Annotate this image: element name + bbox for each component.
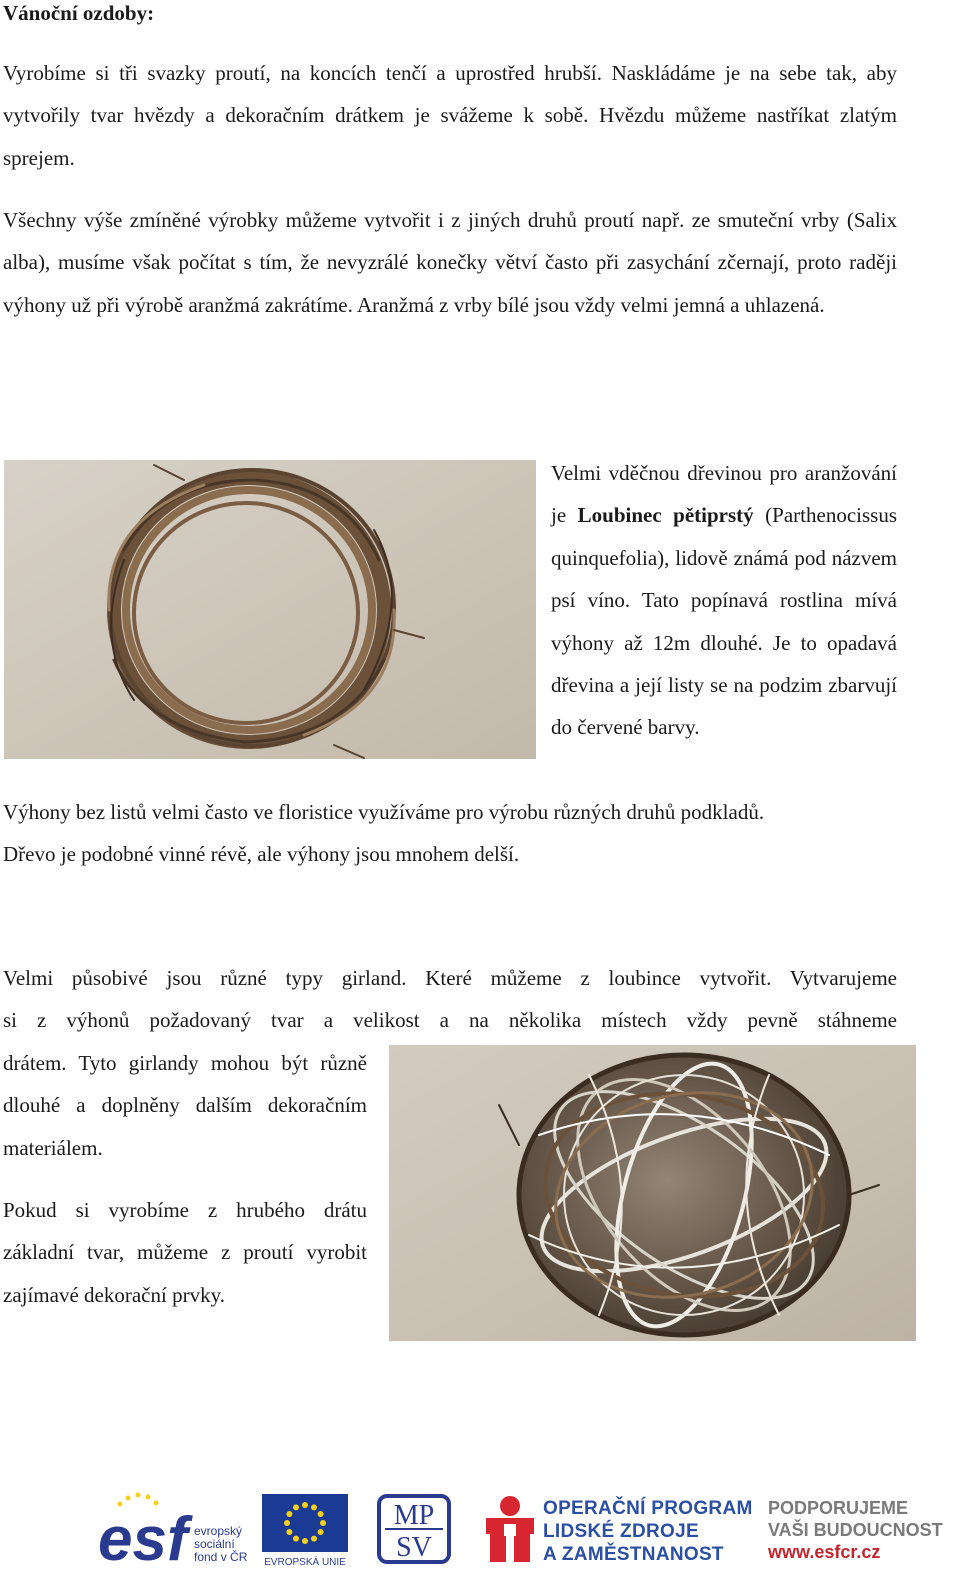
paragraph-garlands-line1: Velmi působivé jsou různé typy girland. Které můžeme z loubince vytvořit. Vytvarujeme bbox=[3, 966, 897, 990]
paragraph-loubinec bbox=[551, 452, 897, 749]
wreath-photo bbox=[4, 460, 536, 759]
paragraph-loubinec-line2: Dřevo je podobné vinné révě, ale výhony jsou mnohem delší. bbox=[3, 842, 520, 867]
esf-caption-line3: fond v ČR bbox=[194, 1550, 248, 1564]
paragraph-willow bbox=[3, 199, 897, 326]
slogan-line1: PODPORUJEME bbox=[768, 1498, 909, 1518]
op-line3: A ZAMĚSTNANOST bbox=[543, 1544, 724, 1565]
support-slogan bbox=[768, 1497, 956, 1563]
paragraph-garlands bbox=[3, 957, 897, 1042]
esf-caption bbox=[194, 1525, 254, 1564]
mpsv-top: MP bbox=[393, 1500, 435, 1531]
plant-name-bold: Loubinec pětiprstý bbox=[577, 503, 754, 528]
mpsv-logo bbox=[377, 1494, 451, 1564]
mpsv-bottom: SV bbox=[396, 1532, 432, 1563]
paragraph-garlands-rest-text: drátem. Tyto girlandy mohou být různě dlouhé a doplněny dalším dekoračním materiálem. bbox=[3, 1051, 367, 1160]
section-heading: Vánoční ozdoby: bbox=[3, 1, 155, 25]
paragraph-garlands-rest bbox=[3, 1042, 367, 1169]
paragraph-loubinec-part-a: Velmi vděčnou dřevinou pro aranžování je bbox=[551, 461, 897, 528]
paragraph-loubinec-part-b: (Parthenocissus quinquefolia), lidově známá pod názvem psí víno. Tato popínavá rostlina mívá výhony až 12m dlouhé. Je to opadavá dřevina a její listy se na podzim zbarvují do červené barvy. bbox=[551, 503, 897, 740]
paragraph-loubinec-continued bbox=[3, 791, 897, 876]
paragraph-willow-text: Všechny výše zmíněné výrobky můžeme vytvořit i z jiných druhů proutí např. ze smuteční vrby (Salix alba), musíme však počítat s tím, že nevyzrálé konečky větví často při zasychání zčernají, proto raději výhony už při výrobě aranžmá zakrátíme. Aranžmá z vrby bílé jsou vždy velmi jemná a uhlazená. bbox=[3, 208, 897, 317]
op-line1: OPERAČNÍ PROGRAM bbox=[543, 1498, 753, 1519]
op-figure-icon bbox=[482, 1494, 538, 1564]
paragraph-star bbox=[3, 52, 897, 179]
esf-caption-line2: sociální bbox=[194, 1537, 235, 1551]
mpsv-emblem bbox=[377, 1494, 451, 1564]
op-figure-logo bbox=[482, 1494, 538, 1564]
paragraph-wire bbox=[3, 1189, 367, 1316]
paragraph-wire-text: Pokud si vyrobíme z hrubého drátu základní tvar, můžeme z proutí vyrobit zajímavé dekorační prvky. bbox=[3, 1198, 367, 1307]
eu-label: EVROPSKÁ UNIE bbox=[264, 1557, 346, 1568]
op-text-block bbox=[543, 1497, 763, 1566]
ball-photo bbox=[389, 1045, 916, 1341]
slogan-line2: VAŠI BUDOUCNOST bbox=[768, 1520, 943, 1540]
esf-caption-line1: evropský bbox=[194, 1524, 243, 1538]
eu-flag-logo bbox=[262, 1494, 348, 1568]
paragraph-star-text: Vyrobíme si tři svazky proutí, na koncích tenčí a uprostřed hrubší. Naskládáme je na sebe tak, aby vytvořily tvar hvězdy a dekoračním drátkem je svážeme k sobě. Hvězdu můžeme nastříkat zlatým sprejem. bbox=[3, 61, 897, 170]
paragraph-loubinec-text bbox=[551, 452, 897, 749]
esf-mark: esf bbox=[98, 1505, 188, 1568]
esf-website-link[interactable]: www.esfcr.cz bbox=[768, 1542, 881, 1562]
ball-image bbox=[389, 1045, 916, 1341]
paragraph-garlands-line2: si z výhonů požadovaný tvar a velikost a na několika místech vždy pevně stáhneme bbox=[3, 1008, 897, 1033]
eu-flag-icon bbox=[262, 1494, 348, 1552]
paragraph-loubinec-line1: Výhony bez listů velmi často ve floristice využíváme pro výrobu různých druhů podkladů. bbox=[3, 800, 765, 824]
op-line2: LIDSKÉ ZDROJE bbox=[543, 1521, 699, 1542]
wreath-image bbox=[4, 460, 536, 759]
